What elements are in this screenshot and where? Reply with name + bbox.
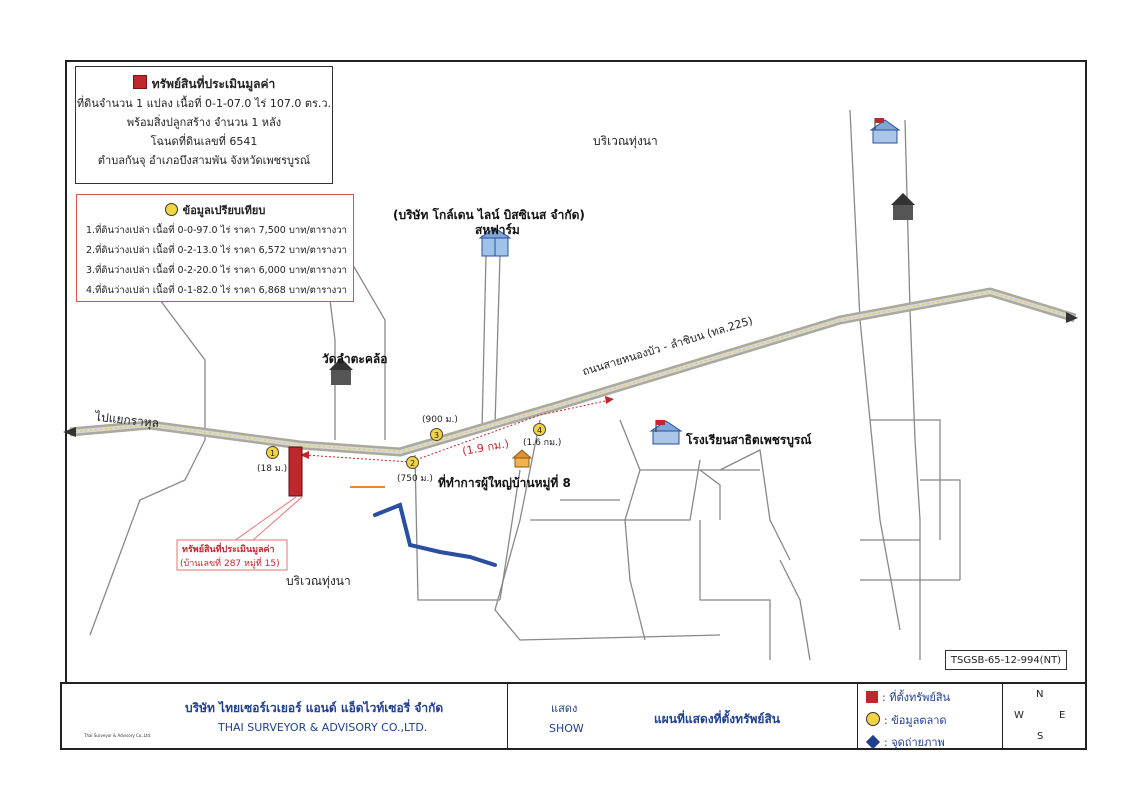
map-title: แผนที่แสดงที่ตั้งทรัพย์สิน — [654, 712, 780, 726]
company-label: (บริษัท โกล์เดน ไลน์ บิสซิเนส จำกัด) — [393, 208, 585, 222]
legend-market — [866, 711, 947, 729]
comparison-item: 4.ที่ดินว่างเปล่า เนื้อที่ 0-1-82.0 ไร่ ราคา 6,868 บาท/ตารางวา — [86, 285, 347, 296]
show-th: แสดง — [551, 702, 578, 715]
main-highway — [70, 292, 1075, 452]
market-dist-2: (750 ม.) — [397, 474, 433, 484]
distance-main-label: (1.9 กม.) — [461, 437, 510, 458]
school-label: โรงเรียนสาธิตเพชรบูรณ์ — [686, 433, 812, 447]
company-name-en: THAI SURVEYOR & ADVISORY CO.,LTD. — [218, 721, 428, 734]
local-roads — [90, 110, 960, 660]
compass-e: E — [1059, 710, 1066, 721]
market-dist-1: (18 ม.) — [257, 464, 288, 474]
river — [375, 505, 495, 565]
market-marker-2[interactable]: 2 — [406, 456, 419, 469]
info-line-3: โฉนดที่ดินเลขที่ 6541 — [150, 135, 258, 148]
comparison-box — [76, 194, 354, 302]
rice-field-label-top: บริเวณทุ่งนา — [593, 134, 658, 148]
footer-divider — [1002, 684, 1003, 748]
market-dist-4: (1.6 กม.) — [523, 438, 562, 448]
property-info-box — [75, 66, 333, 184]
property-callout-line-1: ทรัพย์สินที่ประเมินมูลค่า — [182, 545, 275, 555]
info-title: ทรัพย์สินที่ประเมินมูลค่า — [151, 77, 276, 91]
house-icon — [513, 450, 531, 467]
legend-photo-label: : จุดถ่ายภาพ — [884, 736, 945, 749]
photo-point-icon — [866, 735, 880, 749]
property-plot — [289, 447, 302, 496]
info-line-4: ตำบลกันจุ อำเภอบึงสามพัน จังหวัดเพชรบูรณ์ — [97, 154, 311, 167]
logo-caption: Thai Surveyor & Advisory Co.,Ltd. — [84, 733, 152, 738]
pig-farm-label: สหฟาร์ม — [475, 223, 520, 237]
school-icon-2 — [871, 118, 899, 143]
rice-field-label-bottom: บริเวณทุ่งนา — [286, 574, 351, 588]
school-icon-1 — [651, 420, 681, 444]
market-marker-4[interactable]: 4 — [533, 423, 546, 436]
property-square-icon — [866, 691, 878, 703]
destination-label: ไปแยกราหุล — [94, 409, 160, 431]
market-dot-icon — [866, 712, 880, 726]
market-dot-icon — [165, 203, 178, 216]
comparison-item: 2.ที่ดินว่างเปล่า เนื้อที่ 0-2-13.0 ไร่ ราคา 6,572 บาท/ตารางวา — [86, 245, 347, 256]
headman-office-label: ที่ทำการผู้ใหญ่บ้านหมู่ที่ 8 — [438, 476, 571, 490]
market-marker-3[interactable]: 3 — [430, 428, 443, 441]
comparison-item: 3.ที่ดินว่างเปล่า เนื้อที่ 0-2-20.0 ไร่ ราคา 6,000 บาท/ตารางวา — [86, 265, 347, 276]
reference-code: TSGSB-65-12-994(NT) — [945, 650, 1067, 670]
property-callout-line-2: (บ้านเลขที่ 287 หมู่ที่ 15) — [180, 559, 280, 569]
legend-property-label: : ที่ตั้งทรัพย์สิน — [882, 691, 951, 704]
compass-s: S — [1037, 731, 1044, 742]
comparison-title: ข้อมูลเปรียบเทียบ — [182, 204, 266, 217]
compass-n: N — [1036, 689, 1044, 700]
property-square-icon — [133, 75, 147, 89]
temple-icon-2 — [891, 193, 915, 220]
highway-label: ถนนสายหนองบัว - ลำชิบน (ทล.225) — [580, 314, 755, 379]
show-en: SHOW — [549, 722, 584, 735]
comparison-item: 1.ที่ดินว่างเปล่า เนื้อที่ 0-0-97.0 ไร่ ราคา 7,500 บาท/ตารางวา — [86, 225, 347, 236]
info-line-1: ที่ดินจำนวน 1 แปลง เนื้อที่ 0-1-07.0 ไร่ 107.0 ตร.ว. — [76, 97, 332, 110]
market-dist-3: (900 ม.) — [422, 415, 458, 425]
compass-w: W — [1014, 710, 1024, 721]
footer-divider — [857, 684, 858, 748]
footer-divider — [507, 684, 508, 748]
legend-property — [866, 688, 950, 706]
company-name-th: บริษัท ไทยเซอร์เวเยอร์ แอนด์ แอ็ดไวท์เซอรี่ จำกัด — [185, 701, 444, 715]
market-marker-1[interactable]: 1 — [266, 446, 279, 459]
legend-photo — [866, 733, 945, 751]
legend-market-label: : ข้อมูลตลาด — [884, 714, 947, 727]
temple-label: วัดลำตะคล้อ — [322, 352, 388, 366]
info-line-2: พร้อมสิ่งปลูกสร้าง จำนวน 1 หลัง — [126, 116, 282, 129]
